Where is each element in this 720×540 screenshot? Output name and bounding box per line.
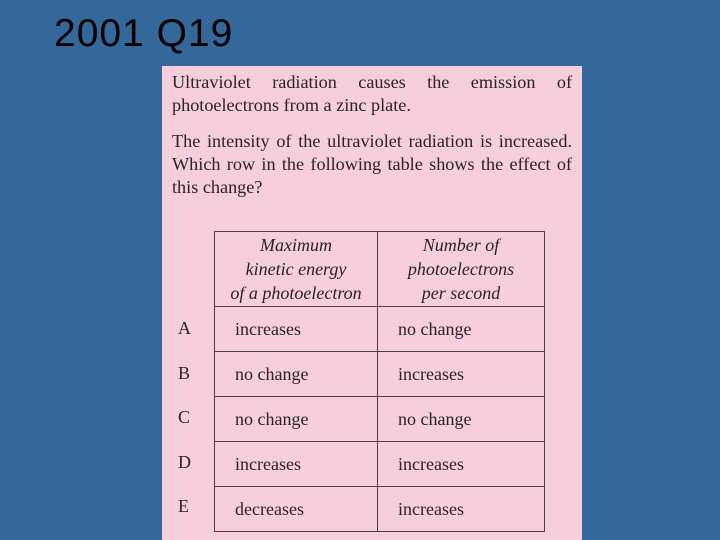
cell-number: increases bbox=[378, 487, 545, 532]
table-row bbox=[215, 307, 545, 352]
option-letter-b: B bbox=[178, 363, 191, 383]
cell-max-ke: increases bbox=[215, 307, 378, 352]
header-max-ke bbox=[215, 232, 378, 307]
table-row bbox=[215, 442, 545, 487]
table-row bbox=[215, 397, 545, 442]
cell-number: no change bbox=[378, 307, 545, 352]
question-scan bbox=[162, 66, 582, 540]
option-letter-c: C bbox=[178, 407, 191, 427]
slide-title: 2001 Q19 bbox=[54, 12, 234, 55]
cell-number: increases bbox=[378, 442, 545, 487]
option-letter-e: E bbox=[178, 496, 189, 516]
header-number-line: Number of bbox=[422, 235, 500, 255]
question-intro: Ultraviolet radiation causes the emission of photoelectrons from a zinc plate. bbox=[172, 72, 572, 115]
cell-number: no change bbox=[378, 397, 545, 442]
option-letter-d: D bbox=[178, 452, 191, 472]
header-max-ke-line: kinetic energy bbox=[245, 259, 347, 279]
header-number-line: per second bbox=[421, 283, 501, 303]
header-number bbox=[378, 232, 545, 307]
table-header-row bbox=[215, 232, 545, 307]
cell-max-ke: decreases bbox=[215, 487, 378, 532]
cell-number: increases bbox=[378, 352, 545, 397]
header-number-line: photoelectrons bbox=[407, 259, 515, 279]
header-max-ke-line: Maximum bbox=[260, 235, 332, 255]
cell-max-ke: increases bbox=[215, 442, 378, 487]
cell-max-ke: no change bbox=[215, 352, 378, 397]
option-letter-a: A bbox=[178, 318, 191, 338]
question-prompt: The intensity of the ultraviolet radiation is increased. Which row in the following table shows the effect of this change? bbox=[172, 131, 572, 197]
header-max-ke-line: of a photoelectron bbox=[230, 283, 362, 303]
table-row bbox=[215, 352, 545, 397]
answer-table bbox=[214, 231, 545, 532]
table-row bbox=[215, 487, 545, 532]
cell-max-ke: no change bbox=[215, 397, 378, 442]
